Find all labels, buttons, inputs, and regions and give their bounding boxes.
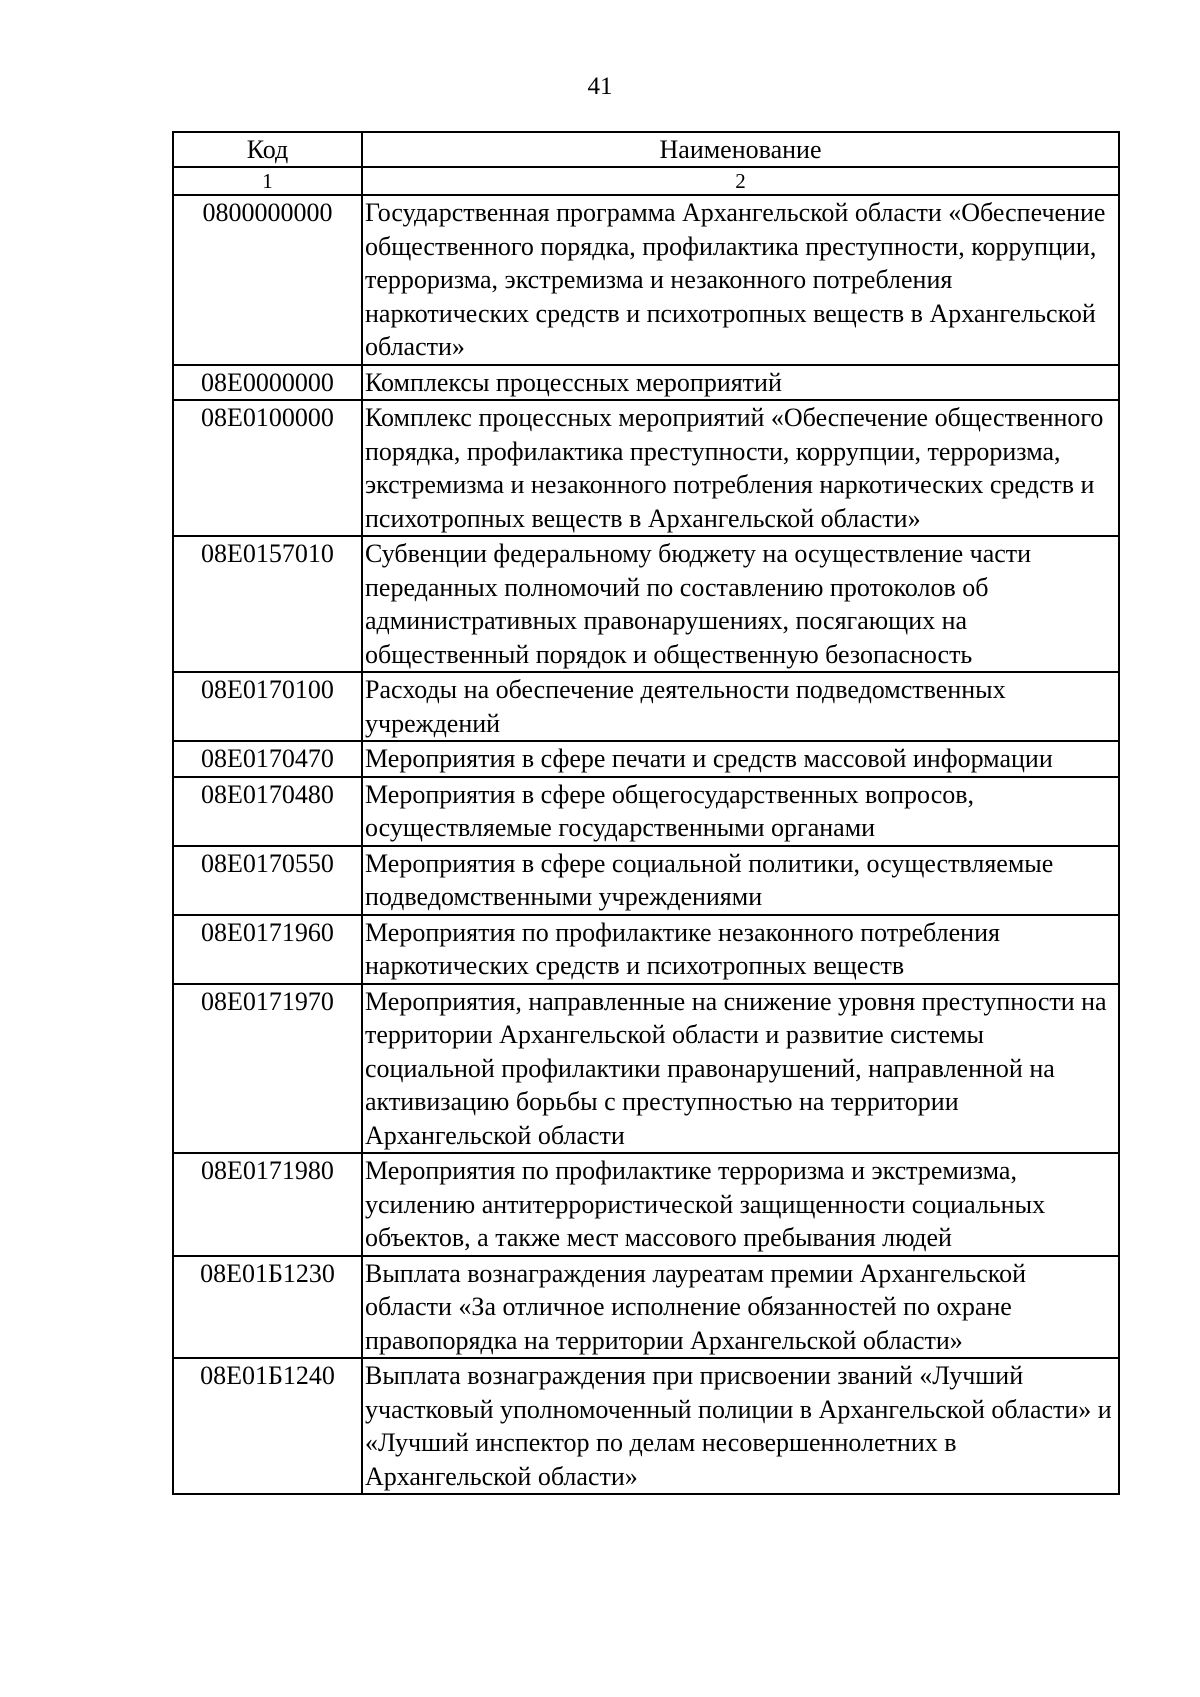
row-code: 08Е0171980 (173, 1153, 362, 1256)
row-name: Мероприятия по профилактике терроризма и экстремизма, усилению антитеррористической защищенности социальных объектов, а также мест массового пребывания людей (362, 1153, 1119, 1256)
row-code: 08Е0170550 (173, 846, 362, 915)
table-row (173, 1153, 1119, 1256)
row-code: 08Е0170100 (173, 672, 362, 741)
table-row (173, 195, 1119, 365)
table-row (173, 984, 1119, 1154)
page-number: 41 (587, 73, 613, 100)
row-code: 08Е0171970 (173, 984, 362, 1154)
row-name: Комплекс процессных мероприятий «Обеспечение общественного порядка, профилактика преступности, коррупции, терроризма, экстремизма и незаконного потребления наркотических средств и психотропных веществ в Архангельской области» (362, 400, 1119, 536)
row-code: 08Е0100000 (173, 400, 362, 536)
row-name: Выплата вознаграждения лауреатам премии Архангельской области «За отличное исполнение обязанностей по охране правопорядка на территории Архангельской области» (362, 1256, 1119, 1359)
table-row (173, 777, 1119, 846)
row-code: 08Е0000000 (173, 365, 362, 401)
row-name: Мероприятия в сфере социальной политики, осуществляемые подведомственными учреждениями (362, 846, 1119, 915)
row-name: Комплексы процессных мероприятий (362, 365, 1119, 401)
row-name: Мероприятия в сфере общегосударственных вопросов, осуществляемые государственными органами (362, 777, 1119, 846)
row-code: 0800000000 (173, 195, 362, 365)
row-name: Государственная программа Архангельской области «Обеспечение общественного порядка, профилактика преступности, коррупции, терроризма, экстремизма и незаконного потребления наркотических средств и психотропных веществ в Архангельской области» (362, 195, 1119, 365)
row-code: 08Е0170480 (173, 777, 362, 846)
row-name: Субвенции федеральному бюджету на осуществление части переданных полномочий по составлению протоколов об административных правонарушениях, посягающих на общественный порядок и общественную безопасность (362, 536, 1119, 672)
table-row (173, 741, 1119, 777)
table-row (173, 846, 1119, 915)
row-code: 08Е01Б1240 (173, 1358, 362, 1494)
column-header-code: Код (173, 132, 362, 167)
row-name: Мероприятия по профилактике незаконного потребления наркотических средств и психотропных веществ (362, 915, 1119, 984)
row-code: 08Е0171960 (173, 915, 362, 984)
budget-code-table (172, 131, 1120, 1495)
column-header-name: Наименование (362, 132, 1119, 167)
row-name: Расходы на обеспечение деятельности подведомственных учреждений (362, 672, 1119, 741)
table-row (173, 365, 1119, 401)
column-number-name: 2 (362, 167, 1119, 195)
table-row (173, 672, 1119, 741)
row-name: Мероприятия в сфере печати и средств массовой информации (362, 741, 1119, 777)
table-row (173, 536, 1119, 672)
row-code: 08Е0157010 (173, 536, 362, 672)
row-name: Выплата вознаграждения при присвоении званий «Лучший участковый уполномоченный полиции в Архангельской области» и «Лучший инспектор по делам несовершеннолетних в Архангельской области» (362, 1358, 1119, 1494)
table-header-row (173, 132, 1119, 167)
column-number-row (173, 167, 1119, 195)
table-row (173, 915, 1119, 984)
table-row (173, 400, 1119, 536)
row-name: Мероприятия, направленные на снижение уровня преступности на территории Архангельской области и развитие системы социальной профилактики правонарушений, направленной на активизацию борьбы с преступностью на территории Архангельской области (362, 984, 1119, 1154)
table-row (173, 1256, 1119, 1359)
row-code: 08Е0170470 (173, 741, 362, 777)
row-code: 08Е01Б1230 (173, 1256, 362, 1359)
table-row (173, 1358, 1119, 1494)
column-number-code: 1 (173, 167, 362, 195)
